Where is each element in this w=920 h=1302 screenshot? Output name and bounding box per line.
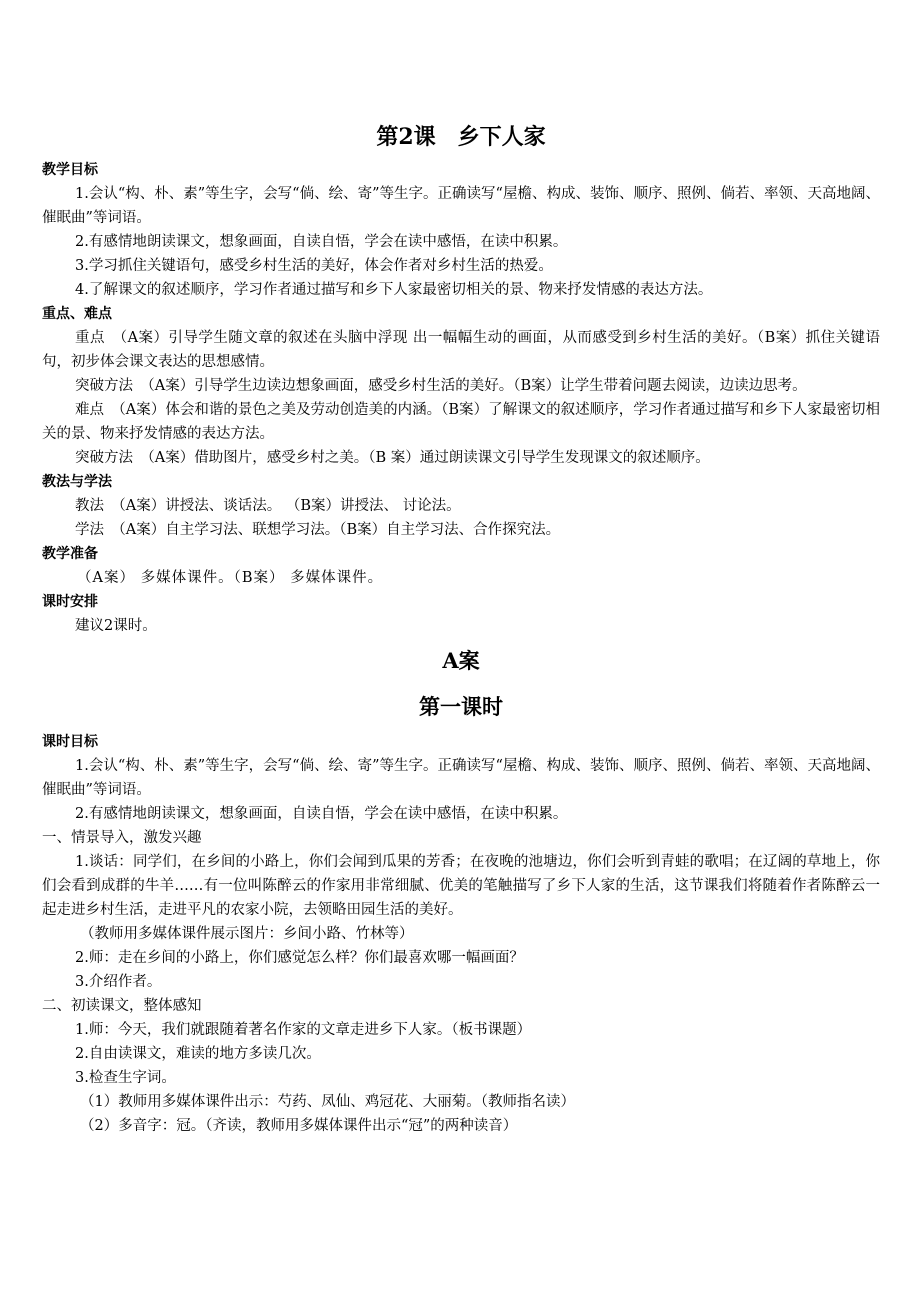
- prep-text: （A案） 多媒体课件。（B案） 多媒体课件。: [77, 570, 384, 586]
- step-item: 2.师：走在乡间的小路上，你们感觉怎么样？你们最喜欢哪一幅画面？: [75, 950, 524, 966]
- step-item: 1.谈话：同学们，在乡间的小路上，你们会闻到瓜果的芳香；在夜晚的池塘边，你们会听到青蛙的歌唱；在辽阔的草地上，你们会看到成群的牛羊……有一位叫陈醉云的作家用非常细腻、优美的笔触描写了乡下人家的生活，这节课我们将随着作者陈醉云一起走进乡村生活，走进平凡的农家小院，去领略田园生活的美好。: [42, 854, 880, 918]
- objective-item: 4.了解课文的叙述顺序，学习作者通过描写和乡下人家最密切相关的景、物来抒发情感的表达方法。: [75, 282, 713, 298]
- keypoint-item: 难点 （A案）体会和谐的景色之美及劳动创造美的内涵。（B案）了解课文的叙述顺序，学习作者通过描写和乡下人家最密切相关的景、物来抒发情感的表达方法。: [42, 402, 880, 442]
- step-note: （教师用多媒体课件展示图片：乡间小路、竹林等）: [80, 926, 414, 942]
- objective-item: 3.学习抓住关键语句，感受乡村生活的美好，体会作者对乡村生活的热爱。: [75, 258, 553, 274]
- method-item: 学法 （A案）自主学习法、联想学习法。（B案）自主学习法、合作探究法。: [75, 522, 561, 538]
- lesson-goal-item: 1.会认“构、朴、素”等生字，会写“倘、绘、寄”等生字。正确读写“屋檐、构成、装饰、顺序、照例、倘若、率领、天高地阔、催眠曲”等词语。: [42, 758, 880, 798]
- plan-a-title: A案: [442, 648, 480, 673]
- section-heading-schedule: 课时安排: [42, 594, 98, 610]
- method-item: 教法 （A案）讲授法、谈话法。 （B案）讲授法、 讨论法。: [75, 498, 461, 514]
- step-subitem: （1）教师用多媒体课件出示：芍药、凤仙、鸡冠花、大丽菊。（教师指名读）: [80, 1094, 575, 1110]
- step-item: 3.介绍作者。: [75, 974, 162, 990]
- section-heading-methods: 教法与学法: [42, 474, 112, 490]
- section-heading-keypoints: 重点、难点: [42, 306, 112, 322]
- page-title: 第2课 乡下人家: [376, 124, 546, 150]
- step-item: 1.师：今天，我们就跟随着著名作家的文章走进乡下人家。（板书课题）: [75, 1022, 532, 1038]
- step-heading-intro: 一、情景导入，激发兴趣: [42, 830, 202, 846]
- document-page: [42, 118, 880, 1138]
- step-heading-reading: 二、初读课文，整体感知: [42, 998, 202, 1014]
- schedule-text: 建议2课时。: [75, 618, 157, 634]
- step-item: 2.自由读课文，难读的地方多读几次。: [75, 1046, 321, 1062]
- objective-item: 2.有感情地朗读课文，想象画面，自读自悟，学会在读中感悟，在读中积累。: [75, 234, 568, 250]
- step-item: 3.检查生字词。: [75, 1070, 176, 1086]
- step-subitem: （2）多音字：冠。（齐读，教师用多媒体课件出示“冠”的两种读音）: [80, 1118, 518, 1134]
- lesson-goal-item: 2.有感情地朗读课文，想象画面，自读自悟，学会在读中感悟，在读中积累。: [75, 806, 568, 822]
- section-heading-lesson-goals: 课时目标: [42, 734, 98, 750]
- keypoint-item: 突破方法 （A案）借助图片，感受乡村之美。（B 案）通过朗读课文引导学生发现课文的叙述顺序。: [75, 450, 710, 466]
- keypoint-item: 重点 （A案）引导学生随文章的叙述在头脑中浮现 出一幅幅生动的画面，从而感受到乡村生活的美好。（B案）抓住关键语句，初步体会课文表达的思想感情。: [42, 330, 880, 370]
- section-heading-prep: 教学准备: [42, 546, 98, 562]
- objective-item: 1.会认“构、朴、素”等生字，会写“倘、绘、寄”等生字。正确读写“屋檐、构成、装饰、顺序、照例、倘若、率领、天高地阔、催眠曲”等词语。: [42, 186, 880, 226]
- lesson-title: 第一课时: [419, 694, 503, 719]
- keypoint-item: 突破方法 （A案）引导学生边读边想象画面，感受乡村生活的美好。（B案）让学生带着问题去阅读，边读边思考。: [75, 378, 807, 394]
- section-heading-objectives: 教学目标: [42, 162, 98, 178]
